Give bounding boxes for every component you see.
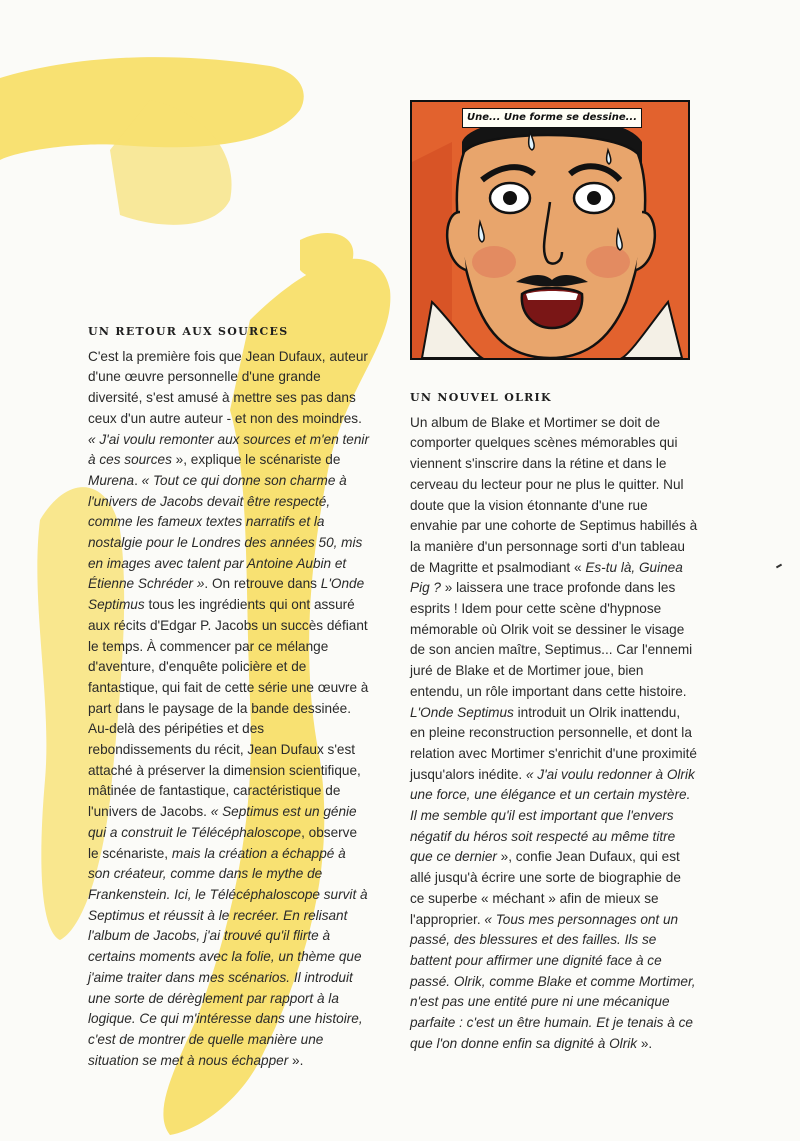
italic-quote-segment: L'Onde Septimus <box>410 704 514 720</box>
text-segment: ». <box>637 1035 653 1051</box>
left-article-column <box>88 322 370 1071</box>
italic-quote-segment: « J'ai voulu redonner à Olrik une force, une élégance et un certain mystère. Il me semble qu'il est important que l'envers négatif du héros soit respecté au même titre que ce dernier <box>410 766 695 865</box>
text-segment: introduit un Olrik inattendu, en pleine reconstruction personnelle, et dont la relation avec Mortimer s'enrichit d'une proximité jusqu'alors inédite. <box>410 704 697 782</box>
text-segment: ». <box>288 1052 304 1068</box>
italic-quote-segment: mais la création a échappé à son créateur, comme dans le mythe de Frankenstein. Ici, le Télécéphaloscope survit à Septimus et réussit à le recréer. En relisant l'album de Jacobs, j'ai trouvé qu'il flirte à certains moments avec la folie, un thème que j'aime traiter dans mes scénarios. Il introduit une sorte de dérèglement par rapport à la logique. Ce qui m'intéresse dans une histoire, c'est de montrer de quelle manière une situation se met à nous échapper <box>88 845 368 1068</box>
italic-quote-segment: « Tout ce qui donne son charme à l'univers de Jacobs devait être respecté, comme les fameux textes narratifs et la nostalgie pour le Londres des années 50, mis en images avec talent par Antoine Aubin et Étienne Schréder » <box>88 472 363 592</box>
text-segment: Un album de Blake et Mortimer se doit de comporter quelques scènes mémorables qui viennent s'inscrire dans la rétine et dans le cerveau du lecteur pour ne plus le quitter. Nul doute que la vision étonnante d'une rue envahie par une cohorte de Septimus habillés à la manière d'un personnage sorti d'un tableau de Magritte et psalmodiant « <box>410 414 698 575</box>
italic-quote-segment: « J'ai voulu remonter aux sources et m'en tenir à ces sources <box>88 431 369 468</box>
olrik-face-illustration <box>412 102 688 358</box>
italic-quote-segment: « Septimus est un génie qui a construit le Télécéphaloscope <box>88 804 357 840</box>
italic-quote-segment: « Tous mes personnages ont un passé, des blessures et des failles. Ils se battent pour affirmer une dignité face à ce passé. Olrik, comme Blake et comme Mortimer, n'est pas une entité pure ni une mécanique parfaite : c'est un être humain. Et je tenais à ce que l'on donne enfin sa dignité à Olrik <box>410 911 696 1051</box>
text-segment: . <box>134 472 142 488</box>
panel-caption: Une... Une forme se dessine... <box>462 108 642 128</box>
text-segment: », confie Jean Dufaux, qui est allé jusqu'à écrire une sorte de biographie de ce superbe « méchant » afin de mieux se l'approprier. <box>410 849 681 927</box>
text-segment: . On retrouve dans <box>204 576 321 592</box>
italic-quote-segment: Murena <box>88 472 135 488</box>
right-article-column <box>410 388 698 1055</box>
section-heading: UN RETOUR AUX SOURCES <box>88 325 289 338</box>
article-paragraph <box>410 413 698 1055</box>
section-heading: UN NOUVEL OLRIK <box>410 391 552 404</box>
article-paragraph <box>88 347 370 1072</box>
text-segment: » laissera une trace profonde dans les esprits ! Idem pour cette scène d'hypnose mémorable où Olrik voit se dessiner le visage de son ancien maître, Septimus... Car l'ennemi juré de Blake et de Mortimer joue, bien entendu, un rôle important dans cette histoire. <box>410 580 693 699</box>
text-segment: C'est la première fois que Jean Dufaux, auteur d'une œuvre personnelle d'une grande diversité, s'est amusé à mettre ses pas dans ceux d'un autre auteur - et non des moindres. <box>88 348 368 426</box>
italic-quote-segment: L'Onde Septimus <box>88 576 365 613</box>
text-segment: », explique le scénariste de <box>171 452 341 468</box>
italic-quote-segment: Es-tu là, Guinea Pig ? <box>410 559 683 596</box>
text-segment: , observe le scénariste, <box>88 824 358 861</box>
comic-panel <box>410 100 690 360</box>
text-segment: tous les ingrédients qui ont assuré aux récits d'Edgar P. Jacobs un succès défiant le temps. À commencer par ce mélange d'aventure, d'enquête policière et de fantastique, qui fait de cette série une œuvre à part dans le paysage de la bande dessinée. Au-delà des péripéties et des rebondissements du récit, Jean Dufaux s'est attaché à préserver la dimension scientifique, mâtinée de fantastique, caractéristique de l'univers de Jacobs. <box>88 597 369 820</box>
